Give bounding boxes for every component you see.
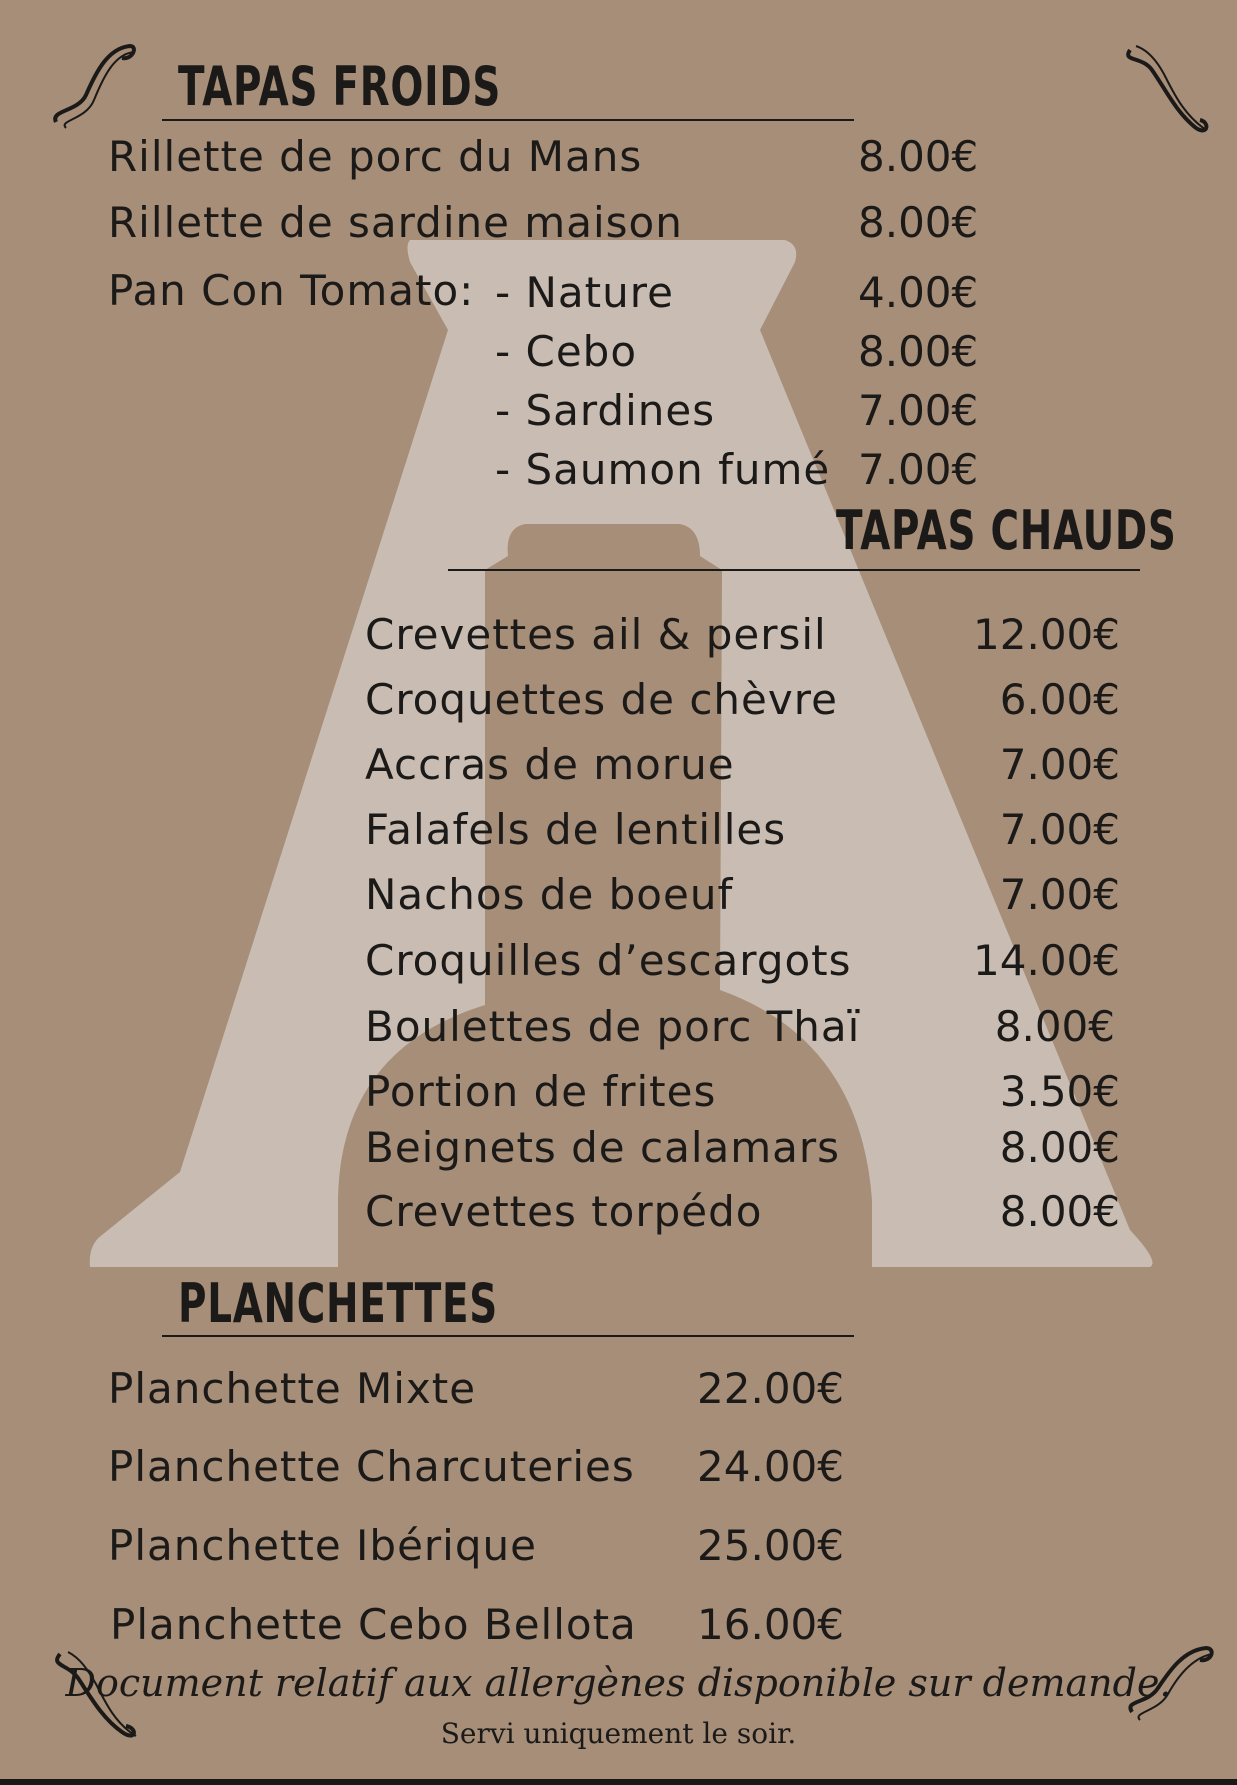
divider-planchettes (162, 1335, 854, 1337)
menu-option-price: 4.00€ (858, 268, 979, 317)
menu-item-name: Beignets de calamars (365, 1123, 841, 1172)
service-note: Servi uniquement le soir. (440, 1717, 797, 1750)
menu-item-name: Crevettes torpédo (365, 1187, 763, 1236)
menu-item-price: 8.00€ (858, 198, 979, 247)
menu-item-price: 8.00€ (999, 1187, 1120, 1236)
menu-item-name: Portion de frites (365, 1067, 717, 1116)
menu-item-price: 7.00€ (999, 740, 1120, 789)
allergens-note: Document relatif aux allergènes disponible sur demande. (65, 1661, 1172, 1705)
menu-item-name: Planchette Cebo Bellota (110, 1600, 637, 1649)
menu-item-name: Accras de morue (365, 740, 735, 789)
menu-item-price: 12.00€ (973, 610, 1120, 659)
menu-item-name: Croquettes de chèvre (365, 675, 838, 724)
section-heading-planchettes: PLANCHETTES (178, 1272, 498, 1335)
divider-tapas-chauds (448, 569, 1140, 571)
menu-item-name-pan-con-tomato: Pan Con Tomato: (108, 266, 475, 315)
menu-item-name: Rillette de sardine maison (108, 198, 683, 247)
menu-item-name: Boulettes de porc Thaï (365, 1002, 861, 1051)
section-heading-tapas-chauds: TAPAS CHAUDS (836, 499, 1177, 562)
menu-item-name: Planchette Charcuteries (108, 1442, 635, 1491)
menu-item-name: Rillette de porc du Mans (108, 132, 643, 181)
flourish-top-left-icon (48, 40, 138, 135)
menu-item-price: 16.00€ (697, 1600, 844, 1649)
divider-tapas-froids (162, 119, 854, 121)
menu-option-price: 7.00€ (858, 445, 979, 494)
menu-item-name: Nachos de boeuf (365, 870, 734, 919)
menu-option-name: - Sardines (495, 386, 716, 435)
menu-option-name: - Saumon fumé (495, 445, 831, 494)
menu-item-price: 22.00€ (697, 1364, 844, 1413)
menu-item-price: 8.00€ (994, 1002, 1115, 1051)
menu-item-name: Crevettes ail & persil (365, 610, 827, 659)
menu-item-price: 7.00€ (999, 805, 1120, 854)
menu-item-name: Croquilles d’escargots (365, 936, 852, 985)
menu-option-name: - Nature (495, 268, 674, 317)
menu-item-price: 24.00€ (697, 1442, 844, 1491)
menu-item-price: 6.00€ (999, 675, 1120, 724)
menu-item-price: 8.00€ (858, 132, 979, 181)
menu-option-price: 7.00€ (858, 386, 979, 435)
flourish-top-right-icon (1122, 40, 1212, 140)
menu-option-price: 8.00€ (858, 327, 979, 376)
menu-item-name: Planchette Mixte (108, 1364, 477, 1413)
menu-item-price: 25.00€ (697, 1521, 844, 1570)
menu-item-price: 7.00€ (999, 870, 1120, 919)
menu-item-price: 8.00€ (999, 1123, 1120, 1172)
menu-item-price: 14.00€ (973, 936, 1120, 985)
bottom-border (0, 1779, 1237, 1785)
section-heading-tapas-froids: TAPAS FROIDS (178, 55, 502, 118)
menu-option-name: - Cebo (495, 327, 638, 376)
menu-item-name: Falafels de lentilles (365, 805, 787, 854)
menu-item-name: Planchette Ibérique (108, 1521, 537, 1570)
menu-item-price: 3.50€ (999, 1067, 1120, 1116)
